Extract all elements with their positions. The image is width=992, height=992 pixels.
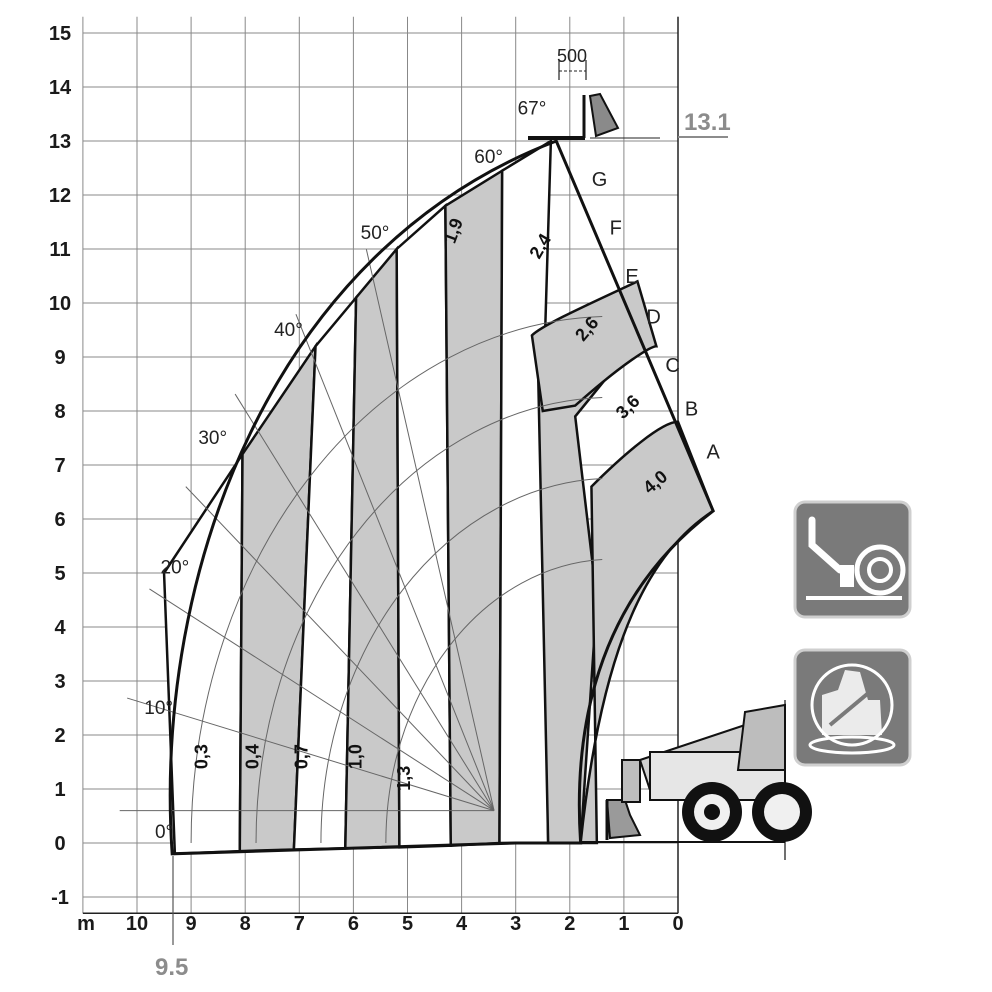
y-tick-label: -1 [51,887,69,909]
x-tick-label: 0 [672,913,684,935]
x-tick-label: 3 [510,913,522,935]
y-tick-label: 0 [54,833,66,855]
x-axis-unit-label: m [77,913,95,935]
x-tick-label: 7 [293,913,305,935]
y-tick-label: 6 [54,509,66,531]
capacity-zone-label: 1,3 [394,765,415,791]
y-tick-label: 9 [54,347,66,369]
extension-mark-label: A [706,441,720,464]
capacity-zone-label: 0,3 [191,744,212,770]
x-tick-label: 9 [185,913,197,935]
x-tick-label: 2 [564,913,576,935]
y-tick-label: 7 [54,455,66,477]
x-tick-label: 6 [347,913,359,935]
y-tick-label: 1 [54,779,66,801]
boom-angle-label: 0° [154,822,174,844]
y-tick-label: 3 [54,671,66,693]
y-tick-label: 4 [54,617,66,639]
capacity-zone-label: 2,6 [571,312,603,345]
y-tick-label: 2 [54,725,66,747]
y-tick-label: 14 [48,77,72,99]
boom-angle-label: 60° [474,147,504,169]
x-tick-label: 10 [125,913,149,935]
max-reach-note [155,856,188,981]
capacity-zone-label: 3,6 [611,390,644,423]
boom-angle-label: 30° [198,428,228,449]
extension-mark-label: G [591,168,608,191]
x-tick-label: 4 [456,913,468,935]
boom-angle-label: 50° [360,222,390,244]
y-tick-label: 5 [54,563,66,585]
extension-mark-label: E [625,266,639,288]
capacity-zone-label: 4,0 [639,466,672,498]
rotating-machine-icon [795,650,910,765]
y-tick-label: 11 [49,239,71,261]
y-tick-label: 13 [48,131,72,153]
max-height-label: 13.1 [684,109,731,136]
capacity-band [397,206,451,848]
extension-mark-label: D [646,306,661,329]
y-tick-label: 12 [48,185,72,207]
fork-carriage-top [528,94,660,138]
capacity-band [445,171,502,846]
x-tick-label: 8 [239,913,251,935]
boom-angle-label: 40° [274,320,303,341]
y-tick-label: 10 [48,293,72,315]
x-tick-label: 1 [618,913,630,935]
boom-angle-label: 20° [160,557,190,579]
y-tick-label: 8 [54,401,66,423]
boom-angle-label: 67° [517,98,547,120]
telehandler-machine [580,700,812,860]
capacity-zone-label: 1,9 [439,215,467,246]
stabilizer-wheel-icon [795,502,910,617]
capacity-band [164,454,242,854]
capacity-zone-label: 0,4 [242,744,263,770]
fork-dimension-marker [557,46,587,80]
capacity-zone-label: 0,7 [291,744,312,770]
extension-mark-label: C [665,355,680,378]
fork-dimension-label: 500 [556,46,588,66]
extension-mark-label: F [609,217,622,240]
extension-mark-label: B [684,398,699,421]
boom-angle-label: 10° [144,698,174,719]
max-reach-label: 9.5 [155,954,189,981]
capacity-zone-label: 2,4 [525,230,556,262]
x-tick-label: 5 [401,913,414,935]
max-height-note [678,109,731,137]
capacity-zone-label: 1,0 [345,744,366,770]
y-tick-label: 15 [48,23,72,45]
